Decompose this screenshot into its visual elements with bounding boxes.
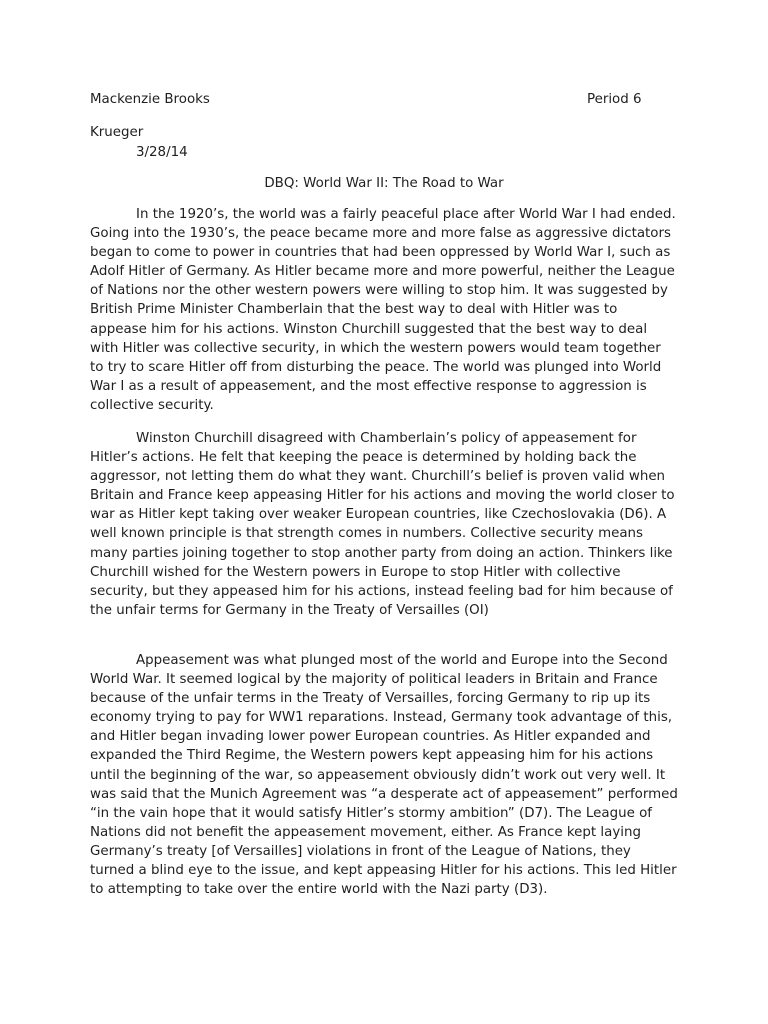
document-date: 3/28/14 xyxy=(136,145,188,160)
student-name: Mackenzie Brooks xyxy=(90,92,210,107)
body-paragraph-2: Winston Churchill disagreed with Chamberlain’s policy of appeasement for Hitler’s actions. He felt that keeping the peace is determined by holding back the aggressor, not letting them do what they want. Churchill’s belief is proven valid when Britain and France keep appeasing Hitler for his actions and moving the world closer to war as Hitler kept taking over weaker European countries, like Czechoslovakia (D6). A well known principle is that strength comes in numbers. Collective security means many parties joining together to stop another party from doing an action. Thinkers like Churchill wished for the Western powers in Europe to stop Hitler with collective security, but they appeased him for his actions, instead feeling bad for him because of the unfair terms for Germany in the Treaty of Versailles (OI) xyxy=(90,431,675,618)
class-period: Period 6 xyxy=(587,92,642,107)
teacher-name: Krueger xyxy=(90,125,144,140)
body-paragraph-3: Appeasement was what plunged most of the world and Europe into the Second World War. It seemed logical by the majority of political leaders in Britain and France because of the unfair terms in the Treaty of Versailles, forcing Germany to rip up its economy trying to pay for WW1 reparations. Instead, Germany took advantage of this, and Hitler began invading lower power European countries. As Hitler expanded and expanded the Third Regime, the Western powers kept appeasing him for his actions until the beginning of the war, so appeasement obviously didn’t work out very well. It was said that the Munich Agreement was “a desperate act of appeasement” performed “in the vain hope that it would satisfy Hitler’s stormy ambition” (D7). The League of Nations did not benefit the appeasement movement, either. As France kept laying Germany’s treaty [of Versailles] violations in front of the League of Nations, they turned a blind eye to the issue, and kept appeasing Hitler for his actions. This led Hitler to attempting to take over the entire world with the Nazi party (D3). xyxy=(90,653,678,898)
body-paragraph-1: In the 1920’s, the world was a fairly peaceful place after World War I had ended. Going into the 1930’s, the peace became more and more false as aggressive dictators began to come to power in countries that had been oppressed by World War I, such as Adolf Hitler of Germany. As Hitler became more and more powerful, neither the League of Nations nor the other western powers were willing to stop him. It was suggested by British Prime Minister Chamberlain that the best way to deal with Hitler was to appease him for his actions. Winston Churchill suggested that the best way to deal with Hitler was collective security, in which the western powers would team together to try to scare Hitler off from disturbing the peace. The world was plunged into World War I as a result of appeasement, and the most effective response to aggression is collective security. xyxy=(90,207,676,413)
document-title: DBQ: World War II: The Road to War xyxy=(264,176,504,191)
